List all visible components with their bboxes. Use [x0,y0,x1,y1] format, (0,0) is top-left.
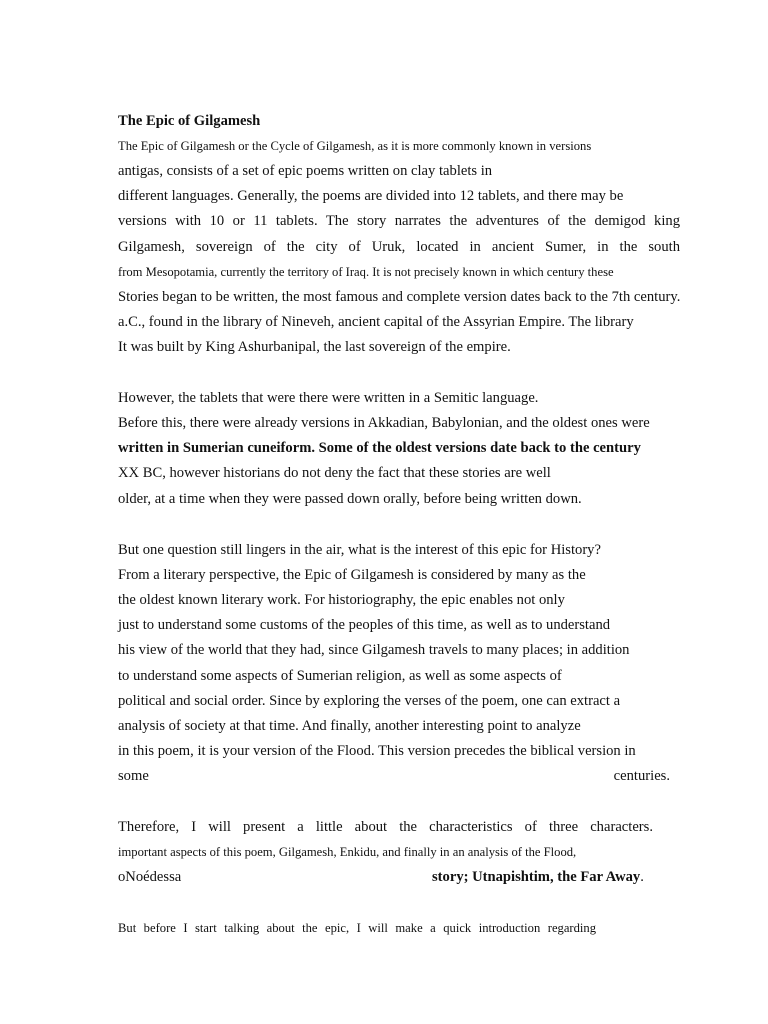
text-line: Gilgamesh, sovereign of the city of Uruk, located in ancient Sumer, in the south [118,239,680,255]
text-fragment-bold: story; Utnapishtim, the Far Away [432,869,641,885]
text-line: the oldest known literary work. For historiography, the epic enables not only [118,592,565,608]
text-line-bold: written in Sumerian cuneiform. Some of the oldest versions date back to the century [118,440,641,456]
text-line: antigas, consists of a set of epic poems written on clay tablets in [118,163,493,179]
text-line: Stories began to be written, the most famous and complete version dates back to the 7th century. [118,289,681,305]
text-line: But before I start talking about the epic, I will make a quick introduction regarding [118,921,596,935]
text-line: From a literary perspective, the Epic of Gilgamesh is considered by many as the [118,567,586,583]
text-line: Therefore, I will present a little about the characteristics of three characters. [118,819,653,835]
text-line: versions with 10 or 11 tablets. The story narrates the adventures of the demigod king [118,213,680,229]
text-line: important aspects of this poem, Gilgamesh, Enkidu, and finally in an analysis of the Flood, [118,845,577,859]
text-line: However, the tablets that were there were written in a Semitic language. [118,390,539,406]
text-line: in this poem, it is your version of the Flood. This version precedes the biblical version in [118,743,636,759]
text-line: The Epic of Gilgamesh or the Cycle of Gilgamesh, as it is more commonly known in versions [118,139,592,153]
text-line: to understand some aspects of Sumerian religion, as well as some aspects of [118,668,562,684]
text-line: a.C., found in the library of Nineveh, ancient capital of the Assyrian Empire. The library [118,314,634,330]
text-line: political and social order. Since by exploring the verses of the poem, one can extract a [118,693,621,709]
document-title: The Epic of Gilgamesh [118,113,261,129]
text-line: his view of the world that they had, since Gilgamesh travels to many places; in addition [118,642,630,658]
text-fragment: some [118,768,149,784]
text-line: Before this, there were already versions in Akkadian, Babylonian, and the oldest ones were [118,415,650,431]
text-line: But one question still lingers in the air, what is the interest of this epic for History? [118,542,601,558]
text-line: older, at a time when they were passed down orally, before being written down. [118,491,582,507]
text-line: from Mesopotamia, currently the territory of Iraq. It is not precisely known in which century these [118,265,614,279]
text-line: analysis of society at that time. And finally, another interesting point to analyze [118,718,581,734]
text-line-split [118,868,656,886]
text-line: different languages. Generally, the poems are divided into 12 tablets, and there may be [118,188,624,204]
text-line: XX BC, however historians do not deny the fact that these stories are well [118,465,551,481]
text-fragment: oNoédessa [118,869,182,885]
text-line-split [118,767,670,785]
text-fragment: centuries. [613,768,670,784]
text-fragment: . [640,869,644,885]
text-line: just to understand some customs of the peoples of this time, as well as to understand [118,617,611,633]
text-line: It was built by King Ashurbanipal, the last sovereign of the empire. [118,339,511,355]
